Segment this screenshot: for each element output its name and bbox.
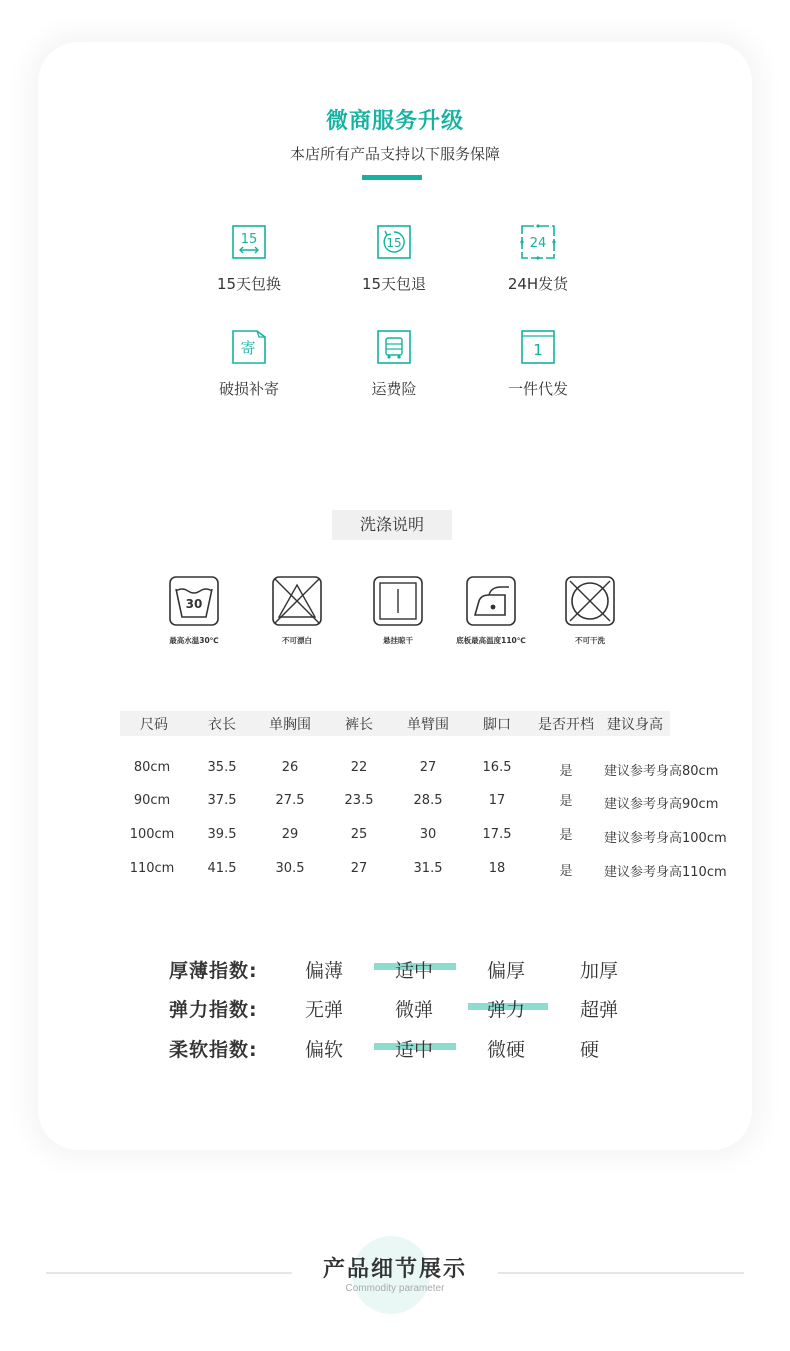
- table-cell: 23.5: [344, 793, 374, 808]
- wash-item-hang-dry: [346, 575, 450, 646]
- size-header: 单胸围: [269, 717, 311, 733]
- table-cell: 26: [281, 760, 299, 775]
- table-cell: 80cm: [133, 760, 171, 775]
- wash-caption: 悬挂晾干: [383, 636, 413, 645]
- table-cell: 29: [281, 827, 299, 842]
- wash-caption: 底板最高温度110℃: [456, 636, 526, 645]
- ship-24h-icon: [520, 224, 556, 260]
- table-cell: 25: [350, 827, 368, 842]
- size-header: 脚口: [483, 717, 511, 733]
- svg-text:15: 15: [240, 232, 258, 247]
- svg-text:30: 30: [185, 597, 203, 611]
- table-cell: 27.5: [275, 793, 305, 808]
- service-item-reship: [194, 329, 304, 399]
- table-cell: 是: [559, 864, 573, 879]
- no-dry-clean-icon: [564, 575, 616, 627]
- index-option: 无弹: [305, 999, 344, 1021]
- return-15-days-icon: [376, 224, 412, 260]
- svg-text:寄: 寄: [240, 339, 256, 357]
- size-header: 尺码: [140, 717, 168, 733]
- table-cell: 100cm: [129, 827, 175, 842]
- services-subtitle: 本店所有产品支持以下服务保障: [289, 145, 500, 163]
- table-cell: 是: [559, 764, 573, 779]
- index-option: 加厚: [580, 960, 619, 982]
- table-cell: 30.5: [275, 861, 305, 876]
- service-item-return: [339, 224, 449, 294]
- table-cell: 30: [419, 827, 437, 842]
- table-cell: 27: [419, 760, 437, 775]
- shipping-insurance-icon: [376, 329, 412, 365]
- service-item-insurance: [339, 329, 449, 399]
- no-bleach-icon: [271, 575, 323, 627]
- exchange-15-days-icon: [231, 224, 267, 260]
- table-cell: 17: [488, 793, 506, 808]
- hang-dry-icon: [372, 575, 424, 627]
- index-option-selected: 适中: [395, 1039, 434, 1061]
- table-cell: 28.5: [413, 793, 443, 808]
- table-cell: 37.5: [207, 793, 237, 808]
- size-header: 建议身高: [607, 717, 663, 733]
- dropship-one-piece-icon: [520, 329, 556, 365]
- index-option: 偏软: [305, 1039, 344, 1061]
- size-header: 单臂围: [407, 717, 449, 733]
- services-title: 微商服务升级: [325, 109, 464, 134]
- footer-title: 产品细节展示: [322, 1257, 467, 1282]
- index-option: 偏厚: [487, 960, 526, 982]
- svg-text:1: 1: [533, 341, 543, 359]
- service-label: 一件代发: [507, 380, 568, 398]
- index-option: 超弹: [580, 999, 619, 1021]
- wash-item-no-dry-clean: [538, 575, 642, 646]
- svg-text:24: 24: [529, 236, 547, 251]
- service-item-exchange: [194, 224, 304, 294]
- table-cell: 110cm: [129, 861, 175, 876]
- services-title-underline: [362, 175, 422, 180]
- service-item-dropship: [483, 329, 593, 399]
- table-cell: 31.5: [413, 861, 443, 876]
- index-option: 微弹: [395, 999, 434, 1021]
- table-cell: 41.5: [207, 861, 237, 876]
- elasticity-index-label: 弹力指数:: [169, 999, 258, 1021]
- table-cell: 是: [559, 794, 573, 809]
- index-option: 硬: [580, 1039, 600, 1061]
- size-header: 裤长: [345, 717, 373, 733]
- index-option: 微硬: [487, 1039, 526, 1061]
- table-cell: 35.5: [207, 760, 237, 775]
- index-option-selected: 弹力: [487, 999, 526, 1021]
- damage-reship-icon: [231, 329, 267, 365]
- table-cell: 是: [559, 828, 573, 843]
- table-cell: 建议参考身高80cm: [604, 764, 719, 779]
- wash-item-water-temp: [142, 575, 246, 646]
- service-label: 运费险: [371, 380, 417, 398]
- size-header: 衣长: [208, 717, 236, 733]
- table-cell: 17.5: [482, 827, 512, 842]
- table-cell: 90cm: [133, 793, 171, 808]
- iron-110-icon: [465, 575, 517, 627]
- service-item-24h: [483, 224, 593, 294]
- table-cell: 27: [350, 861, 368, 876]
- table-cell: 建议参考身高100cm: [604, 831, 727, 846]
- service-label: 15天包换: [216, 275, 282, 293]
- wash-caption: 不可干洗: [575, 636, 605, 645]
- table-cell: 建议参考身高90cm: [604, 797, 719, 812]
- index-option-selected: 适中: [395, 960, 434, 982]
- footer-subtitle: Commodity parameter: [345, 1283, 445, 1294]
- wash-caption: 最高水温30℃: [169, 636, 219, 645]
- service-label: 破损补寄: [218, 380, 279, 398]
- softness-index-label: 柔软指数:: [169, 1039, 258, 1061]
- service-label: 15天包退: [361, 275, 427, 293]
- wash-30-icon: [168, 575, 220, 627]
- table-cell: 39.5: [207, 827, 237, 842]
- size-header: 是否开档: [538, 717, 594, 733]
- washing-title: 洗涤说明: [332, 510, 452, 540]
- svg-text:15: 15: [386, 236, 402, 250]
- index-option: 偏薄: [305, 960, 344, 982]
- service-label: 24H发货: [507, 275, 569, 293]
- wash-item-iron: [439, 575, 543, 646]
- table-cell: 22: [350, 760, 368, 775]
- wash-caption: 不可漂白: [282, 636, 312, 645]
- thickness-index-label: 厚薄指数:: [169, 960, 258, 982]
- table-cell: 16.5: [482, 760, 512, 775]
- table-cell: 建议参考身高110cm: [604, 865, 727, 880]
- table-cell: 18: [488, 861, 506, 876]
- wash-item-no-bleach: [245, 575, 349, 646]
